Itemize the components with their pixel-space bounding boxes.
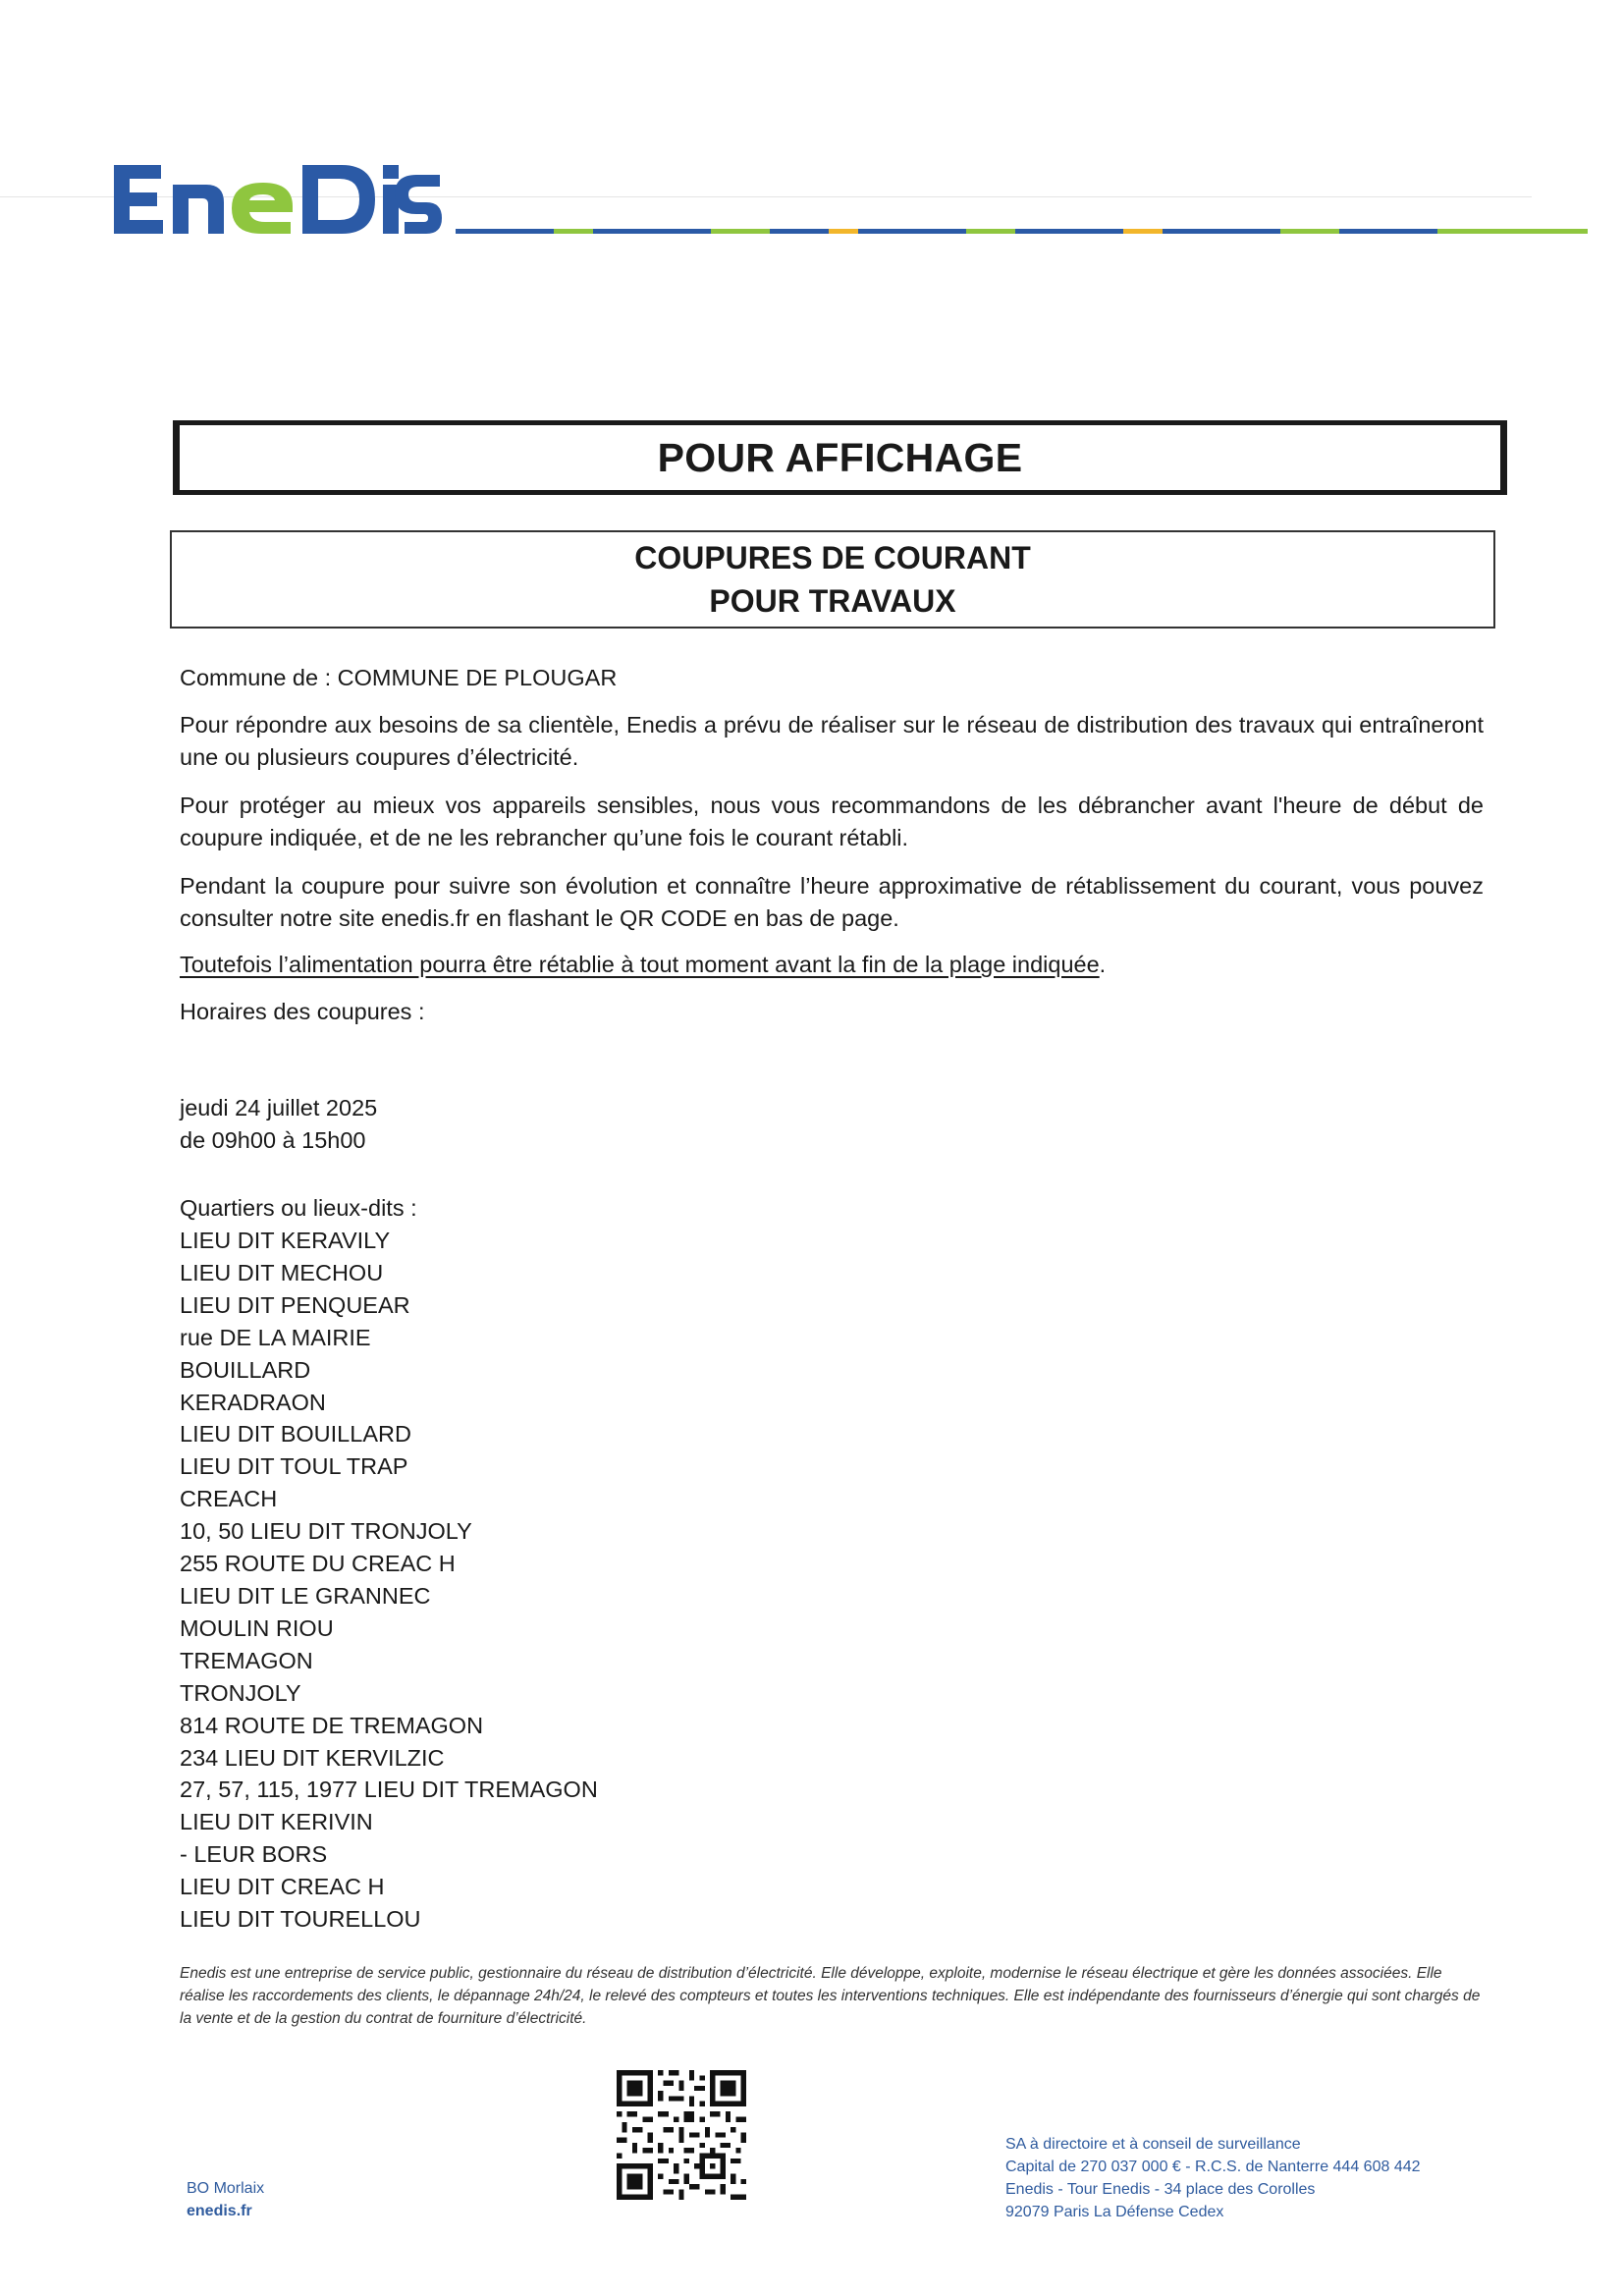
qr-code-icon[interactable]: [617, 2070, 746, 2200]
paragraph-works: Pour répondre aux besoins de sa clientèle, Enedis a prévu de réaliser sur le réseau de distribution des travaux qui entraîneront une ou plusieurs coupures d’électricité.: [180, 712, 1484, 770]
commune-line: Commune de : COMMUNE DE PLOUGAR: [180, 665, 618, 690]
list-item: 234 LIEU DIT KERVILZIC: [180, 1744, 445, 1771]
list-item: LIEU DIT KERIVIN: [180, 1809, 373, 1835]
list-item: LIEU DIT TOUL TRAP: [180, 1453, 408, 1480]
list-item: LIEU DIT BOUILLARD: [180, 1421, 411, 1448]
enedis-logo: [110, 155, 444, 244]
outage-date: jeudi 24 juillet 2025: [180, 1095, 378, 1121]
company-line: Capital de 270 037 000 € - R.C.S. de Nanterre 444 608 442: [1005, 2159, 1421, 2175]
notice-subtitle-line1: COUPURES DE COURANT: [634, 540, 1031, 575]
list-item: KERADRAON: [180, 1389, 326, 1415]
company-info: [1005, 2133, 1421, 2223]
list-item: LIEU DIT CREAC H: [180, 1874, 385, 1900]
warning-text: Toutefois l’alimentation pourra être rétablie à tout moment avant la fin de la plage indiquée: [180, 952, 1100, 977]
notice-subtitle-box: [170, 530, 1495, 629]
list-item: TRONJOLY: [180, 1679, 301, 1706]
schedule-label: Horaires des coupures :: [180, 999, 425, 1024]
list-item: TREMAGON: [180, 1647, 313, 1673]
paragraph-devices: Pour protéger au mieux vos appareils sensibles, nous vous recommandons de les débrancher avant l'heure de début de coupure indiquée, et de ne les rebrancher qu’une fois le courant rétabli.: [180, 793, 1484, 850]
list-item: LIEU DIT TOURELLOU: [180, 1906, 421, 1933]
notice-title-box: [173, 420, 1507, 495]
company-line: 92079 Paris La Défense Cedex: [1005, 2204, 1224, 2220]
company-line: SA à directoire et à conseil de surveillance: [1005, 2136, 1301, 2153]
office-block: [187, 2177, 264, 2222]
warning-line: [180, 949, 1106, 981]
list-item: LIEU DIT MECHOU: [180, 1259, 384, 1285]
list-item: BOUILLARD: [180, 1356, 311, 1383]
places-label: Quartiers ou lieux-dits :: [180, 1195, 417, 1221]
list-item: rue DE LA MAIRIE: [180, 1324, 371, 1350]
list-item: CREACH: [180, 1486, 278, 1512]
list-item: LIEU DIT LE GRANNEC: [180, 1582, 431, 1609]
paragraph-qr-info: Pendant la coupure pour suivre son évolution et connaître l’heure approximative de rétablissement du courant, vous pouvez consulter notre site enedis.fr en flashant le QR CODE en bas de page.: [180, 873, 1484, 931]
company-line: Enedis - Tour Enedis - 34 place des Corolles: [1005, 2181, 1316, 2198]
list-item: LIEU DIT PENQUEAR: [180, 1291, 410, 1318]
outage-time: de 09h00 à 15h00: [180, 1127, 366, 1153]
list-item: 10, 50 LIEU DIT TRONJOLY: [180, 1518, 472, 1545]
list-item: 814 ROUTE DE TREMAGON: [180, 1712, 484, 1738]
list-item: MOULIN RIOU: [180, 1614, 334, 1641]
list-item: 27, 57, 115, 1977 LIEU DIT TREMAGON: [180, 1777, 598, 1803]
brand-color-rule: [456, 229, 1588, 234]
places-list: [180, 1225, 598, 1936]
list-item: 255 ROUTE DU CREAC H: [180, 1551, 456, 1577]
list-item: - LEUR BORS: [180, 1841, 328, 1868]
legal-notice: Enedis est une entreprise de service public, gestionnaire du réseau de distribution d’électricité. Elle développe, exploite, modernise le réseau électrique et gère les données associées. Elle réalise les raccordements des clients, le dépannage 24h/24, le relevé des compteurs et toutes les interventions techniques. Elle est indépendante des fournisseurs d’énergie qui sont chargés de la vente et de la gestion du contrat de fourniture d’électricité.: [180, 1965, 1481, 2027]
warning-period: .: [1099, 952, 1107, 977]
website-link[interactable]: enedis.fr: [187, 2203, 252, 2219]
office-name: BO Morlaix: [187, 2180, 265, 2197]
notice-subtitle-line2: POUR TRAVAUX: [709, 583, 956, 619]
notice-title: POUR AFFICHAGE: [657, 434, 1023, 480]
list-item: LIEU DIT KERAVILY: [180, 1228, 391, 1253]
